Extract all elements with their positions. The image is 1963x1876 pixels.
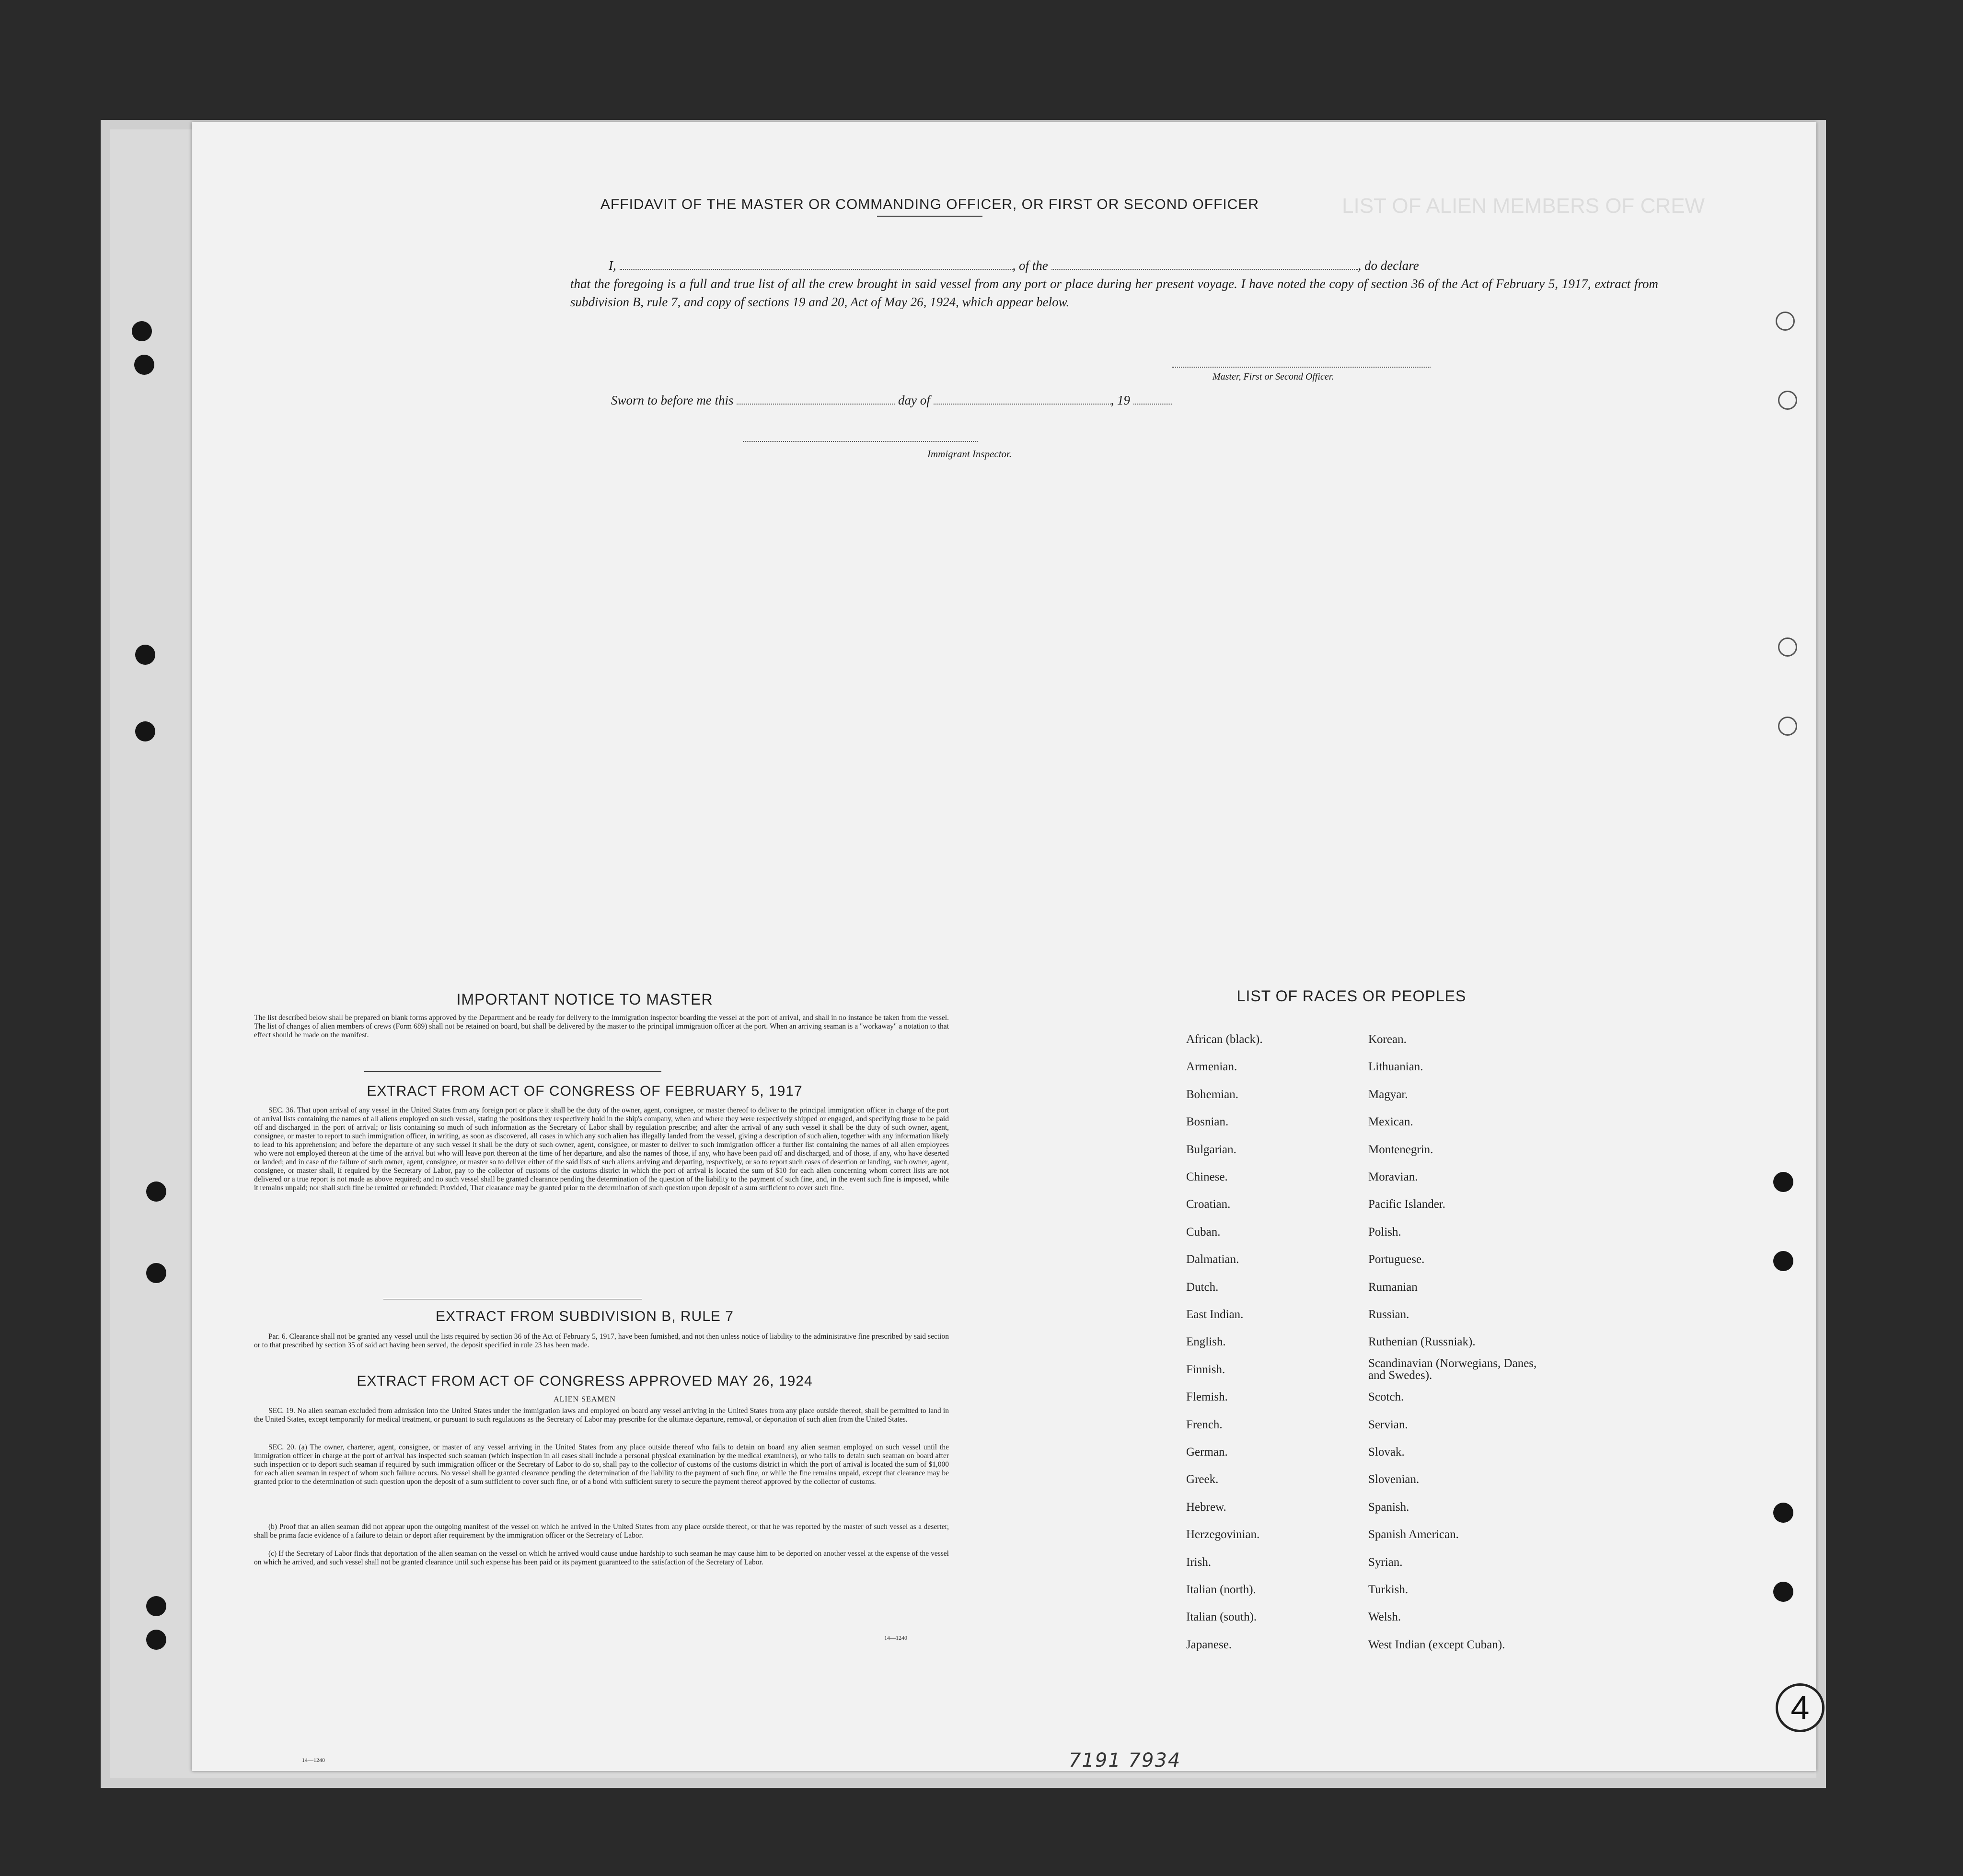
master-signature-line[interactable] bbox=[1172, 367, 1431, 368]
extract-1924-sec20a: SEC. 20. (a) The owner, charterer, agent, consignee, or master of any vessel arriving in the United States from any place outside thereof who fails to detain on board any alien seaman employed on such vessel until the immigration officer in charge at the port of arrival has inspected such seaman (which inspection in all cases shall include a personal physical examination by the medical examiners), or who fails to detain such seaman on board after such inspection or to deport such seaman if required by such immigration officer or the Secretary of Labor to do so, shall pay to the collector of customs of the customs district in which the port of arrival is located the sum of $1,000 for each alien seaman in respect of whom such failure occurs. No vessel shall be granted clearance pending the determination of the liability to the payment of such fine, or while the fine remains unpaid, except that clearance may be granted prior to the determination of such question upon the deposit of a sum sufficient to cover such fine, or of a bond with sufficient surety to secure the payment thereof approved by the collector of customs. bbox=[254, 1443, 949, 1486]
inspector-signature-line[interactable] bbox=[743, 441, 978, 442]
race-item: Spanish. bbox=[1368, 1500, 1409, 1514]
race-item: African (black). bbox=[1186, 1033, 1263, 1046]
race-item: Moravian. bbox=[1368, 1170, 1418, 1183]
sworn-year-field[interactable] bbox=[1133, 404, 1172, 405]
race-item: Russian. bbox=[1368, 1308, 1409, 1321]
race-item: Mexican. bbox=[1368, 1115, 1413, 1129]
extract-1924-sec19: SEC. 19. No alien seaman excluded from admission into the United States under the immigration laws and employed on board any vessel arriving in the United States from any place outside thereof, shall be permitted to land in the United States, except temporarily for medical treatment, or pursuant to such regulations as the Secretary of Labor may prescribe for the ultimate departure, removal, or deportation of such alien from the United States. bbox=[254, 1407, 949, 1424]
notice-text: The list described below shall be prepared on blank forms approved by the Department and be ready for delivery to the immigration inspector boarding the vessel at the port of arrival, and shall in no instance be taken from the vessel. The list of changes of alien members of crews (Form 689) shall not be retained on board, but shall be delivered by the master to the principal immigration officer at the port. When an arriving seaman is a "workaway" a notation to that effect should be made on the manifest. bbox=[254, 1014, 949, 1039]
race-item: Servian. bbox=[1368, 1418, 1408, 1431]
sworn-year-label: , 19 bbox=[1110, 393, 1130, 407]
race-item: Syrian. bbox=[1368, 1555, 1403, 1569]
race-item: Korean. bbox=[1368, 1033, 1407, 1046]
races-title: LIST OF RACES OR PEOPLES bbox=[1236, 987, 1466, 1005]
race-item: Italian (south). bbox=[1186, 1610, 1257, 1624]
notice-title: IMPORTANT NOTICE TO MASTER bbox=[456, 991, 713, 1008]
binder-hole bbox=[146, 1630, 166, 1650]
master-signature-label: Master, First or Second Officer. bbox=[1212, 371, 1334, 382]
form-number-inline: 14—1240 bbox=[884, 1634, 907, 1641]
binder-hole bbox=[1778, 391, 1797, 410]
officer-name-field[interactable] bbox=[620, 269, 1013, 270]
race-item: French. bbox=[1186, 1418, 1223, 1431]
race-item: Japanese. bbox=[1186, 1638, 1232, 1651]
binder-hole bbox=[146, 1181, 166, 1202]
race-item: Bosnian. bbox=[1186, 1115, 1229, 1129]
binder-hole bbox=[1778, 637, 1797, 657]
race-item: Welsh. bbox=[1368, 1610, 1401, 1624]
binder-hole bbox=[1778, 717, 1797, 736]
race-item: East Indian. bbox=[1186, 1308, 1244, 1321]
race-item: Pacific Islander. bbox=[1368, 1198, 1446, 1211]
binder-hole bbox=[134, 355, 154, 375]
extract-1924-sec20b: (b) Proof that an alien seaman did not appear upon the outgoing manifest of the vessel on which he arrived in the United States from any place outside thereof, or that he was reported by the master of such vessel as a deserter, shall be prima facie evidence of a failure to detain or deport after requirement by the immigration officer or the Secretary of Labor. bbox=[254, 1523, 949, 1540]
race-item: Montenegrin. bbox=[1368, 1143, 1433, 1156]
race-item: Cuban. bbox=[1186, 1225, 1221, 1239]
race-item: West Indian (except Cuban). bbox=[1368, 1638, 1505, 1651]
race-item: Magyar. bbox=[1368, 1088, 1408, 1101]
inspector-label: Immigrant Inspector. bbox=[927, 448, 1012, 460]
race-item: Herzegovinian. bbox=[1186, 1528, 1260, 1541]
binder-hole bbox=[1773, 1582, 1793, 1602]
race-item: Portuguese. bbox=[1368, 1253, 1425, 1266]
binder-hole bbox=[1773, 1251, 1793, 1271]
sworn-line bbox=[611, 393, 1172, 408]
extract-1924-title: EXTRACT FROM ACT OF CONGRESS APPROVED MAY 26, 1924 bbox=[357, 1373, 813, 1389]
race-item: German. bbox=[1186, 1446, 1228, 1459]
race-item: Dutch. bbox=[1186, 1280, 1219, 1294]
binder-hole bbox=[135, 721, 155, 741]
race-item: Rumanian bbox=[1368, 1280, 1418, 1294]
race-item: Dalmatian. bbox=[1186, 1253, 1239, 1266]
binder-hole bbox=[132, 321, 152, 341]
binder-hole bbox=[1773, 1503, 1793, 1523]
race-item: Scandinavian (Norwegians, Danes, and Swedes). bbox=[1368, 1356, 1537, 1382]
race-item: Hebrew. bbox=[1186, 1500, 1226, 1514]
race-item: Bulgarian. bbox=[1186, 1143, 1236, 1156]
race-item: Slovenian. bbox=[1368, 1473, 1420, 1486]
affidavit-title-underline bbox=[877, 216, 982, 217]
rule7-title: EXTRACT FROM SUBDIVISION B, RULE 7 bbox=[436, 1309, 734, 1324]
bleed-through-text: LIST OF ALIEN MEMBERS OF CREW bbox=[1342, 194, 1705, 218]
binder-hole bbox=[1773, 1172, 1793, 1192]
race-item: Greek. bbox=[1186, 1473, 1219, 1486]
race-item: Flemish. bbox=[1186, 1390, 1228, 1404]
rule7-text: Par. 6. Clearance shall not be granted any vessel until the lists required by section 36 of the Act of February 5, 1917, have been furnished, and not then unless notice of liability to the administrative fine prescribed by said section or to that prescribed by section 35 of said act having been served, the deposit specified in rule 23 has been made. bbox=[254, 1332, 949, 1349]
race-item: Chinese. bbox=[1186, 1170, 1228, 1183]
affidavit-of-the-label: , of the bbox=[1012, 258, 1048, 273]
race-item: Ruthenian (Russniak). bbox=[1368, 1335, 1476, 1349]
binder-hole bbox=[146, 1596, 166, 1616]
sworn-label: Sworn to before me this bbox=[611, 393, 734, 407]
binder-hole bbox=[135, 645, 155, 665]
binder-hole bbox=[146, 1263, 166, 1283]
sworn-day-of-label: day of bbox=[898, 393, 930, 407]
affidavit-declare-label: , do declare bbox=[1358, 258, 1419, 273]
race-item: Italian (north). bbox=[1186, 1583, 1256, 1596]
race-item: Bohemian. bbox=[1186, 1088, 1239, 1101]
extract-1924-subtitle: ALIEN SEAMEN bbox=[554, 1395, 616, 1403]
affidavit-i-label: I, bbox=[609, 258, 616, 273]
form-sheet bbox=[192, 122, 1816, 1771]
vessel-name-field[interactable] bbox=[1051, 269, 1358, 270]
race-item: Finnish. bbox=[1186, 1363, 1225, 1376]
page-number-circle: 4 bbox=[1776, 1683, 1824, 1732]
affidavit-body: that the foregoing is a full and true list of all the crew brought in said vessel from any port or place during her present voyage. I have noted the copy of section 36 of the Act of February 5, 1917, extract from subdivision B, rule 7, and copy of sections 19 and 20, Act of May 26, 1924, which appear below. bbox=[570, 277, 1658, 309]
extract-1917-text: SEC. 36. That upon arrival of any vessel in the United States from any foreign port or place it shall be the duty of the owner, agent, consignee, or master thereof to deliver to the principal immigration officer in charge of the port of arrival lists containing the names of all aliens employed on such vessel, stating the positions they respectively hold in the ship's company, when and where they were respectively shipped or engaged, and specifying those to be paid off and discharged in the port of arrival; or lists containing so much of such information as the Secretary of Labor shall by regulation prescribe; and after the arrival of any such vessel it shall be the duty of such owner, agent, consignee, or master to report to such immigration officer, in writing, as soon as discovered, all cases in which any such alien has illegally landed from the vessel, giving a description of such alien, together with any information likely to lead to his apprehension; and before the departure of any such vessel it shall be the duty of such owner, agent, consignee, or master to deliver to such immigration officer a further list containing the names of all alien employees who were not employed thereon at the time of the arrival but who will leave port thereon at the time of her departure, and also the names of those, if any, who have been paid off and discharged, and of those, if any, who have deserted or landed; and in case of the failure of such owner, agent, consignee, or master so to deliver either of the said lists of such aliens arriving and departing, respectively, or so to report such cases of desertion or landing, such owner, agent, consignee, or master shall, if required by the Secretary of Labor, pay to the collector of customs of the customs district in which the port of arrival is located the sum of $10 for each alien concerning whom correct lists are not delivered or a true report is not made as above required; and no such vessel shall be granted clearance pending the determination of the question of the liability to the payment of such fine, and, in the event such fine is imposed, while it remains unpaid; nor shall such fine be remitted or refunded: Provided, That clearance may be granted prior to the determination of such question upon deposit of a sum sufficient to cover such fine. bbox=[254, 1106, 949, 1192]
race-item: Scotch. bbox=[1368, 1390, 1404, 1404]
handwritten-roll-number: 7191 7934 bbox=[1069, 1749, 1181, 1772]
section-divider bbox=[364, 1071, 661, 1072]
race-item: Slovak. bbox=[1368, 1446, 1405, 1459]
affidavit-declaration bbox=[570, 256, 1658, 311]
sworn-day-field[interactable] bbox=[737, 404, 895, 405]
race-item: Turkish. bbox=[1368, 1583, 1409, 1596]
binder-hole bbox=[1776, 312, 1795, 331]
affidavit-title: AFFIDAVIT OF THE MASTER OR COMMANDING OFFICER, OR FIRST OR SECOND OFFICER bbox=[600, 197, 1259, 212]
race-item: Polish. bbox=[1368, 1225, 1401, 1239]
race-item: Croatian. bbox=[1186, 1198, 1231, 1211]
extract-1917-title: EXTRACT FROM ACT OF CONGRESS OF FEBRUARY 5, 1917 bbox=[367, 1083, 803, 1099]
race-item: Spanish American. bbox=[1368, 1528, 1459, 1541]
extract-1924-sec20c: (c) If the Secretary of Labor finds that deportation of the alien seaman on the vessel on which he arrived would cause undue hardship to such seaman he may cause him to be deported on another vessel at the expense of the vessel on which he arrived, and such vessel shall not be granted clearance until such expense has been paid or its payment guaranteed to the satisfaction of the Secretary of Labor. bbox=[254, 1550, 949, 1566]
sworn-month-field[interactable] bbox=[934, 404, 1111, 405]
race-item: Irish. bbox=[1186, 1555, 1212, 1569]
race-item: English. bbox=[1186, 1335, 1226, 1349]
form-number-footer: 14—1240 bbox=[302, 1757, 325, 1763]
race-item: Lithuanian. bbox=[1368, 1060, 1423, 1074]
race-item: Armenian. bbox=[1186, 1060, 1237, 1074]
